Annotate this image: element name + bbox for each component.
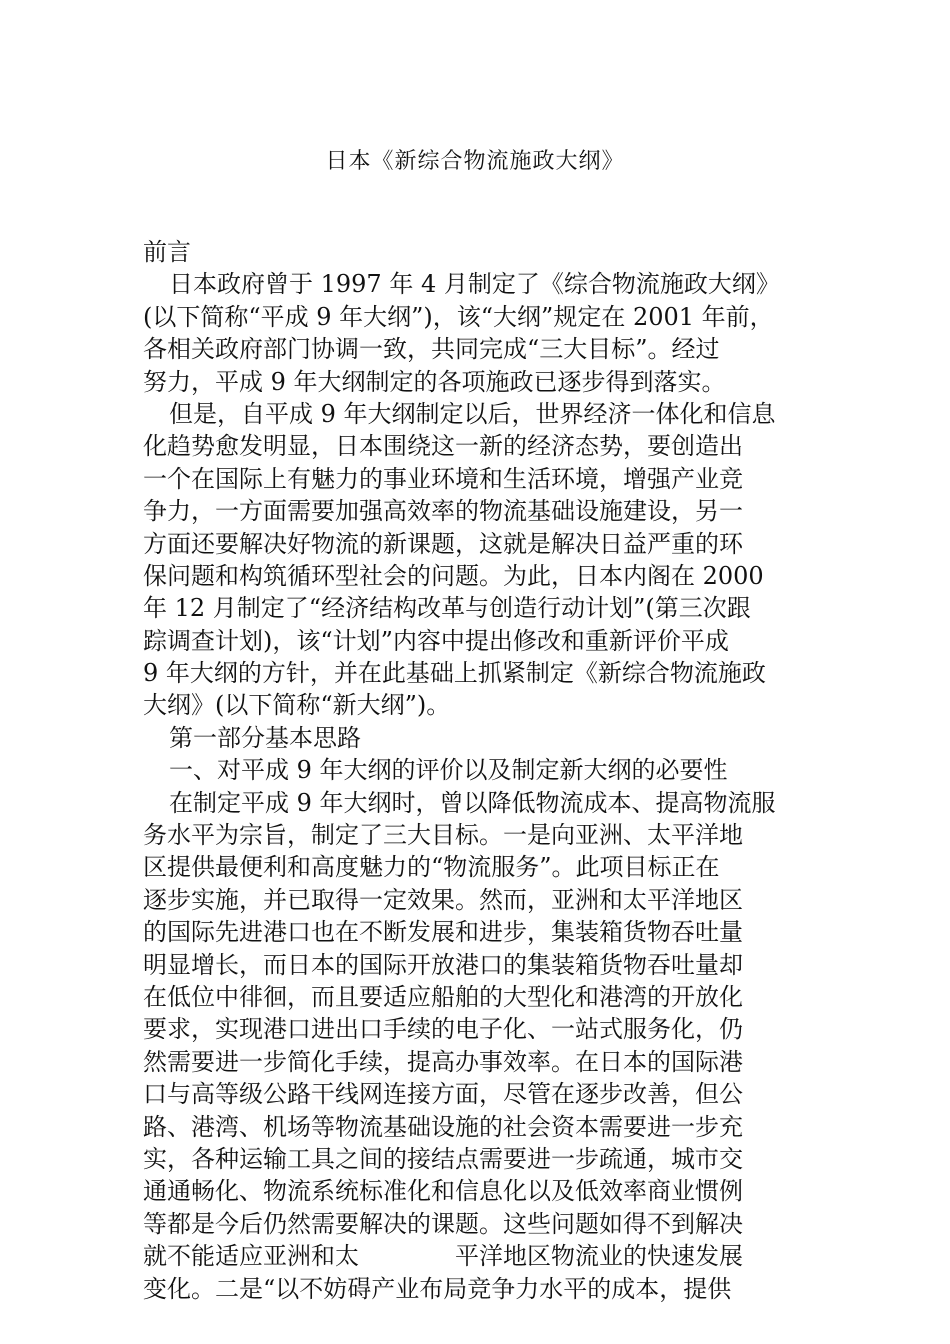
document-body — [143, 236, 811, 1305]
paragraph-line: 一个在国际上有魅力的事业环境和生活环境，增强产业竞 — [143, 464, 743, 493]
document-title: 日本《新综合物流施政大纲》 — [325, 149, 625, 174]
paragraph-line: 的国际先进港口也在不断发展和进步，集装箱货物吞吐量 — [143, 918, 743, 947]
paragraph-line: 化趋势愈发明显，日本围绕这一新的经济态势，要创造出 — [143, 432, 743, 461]
section-heading-preface: 前言 — [143, 238, 191, 266]
paragraph-line: 日本政府曾于 1997 年 4 月制定了《综合物流施政大纲》 — [169, 270, 780, 299]
paragraph-line: 踪调查计划)，该“计划”内容中提出修改和重新评价平成 — [143, 626, 729, 655]
paragraph-line: 务水平为宗旨，制定了三大目标。一是向亚洲、太平洋地 — [143, 821, 743, 850]
paragraph-line: 9 年大纲的方针，并在此基础上抓紧制定《新综合物流施政 — [143, 659, 766, 688]
paragraph-line: 争力，一方面需要加强高效率的物流基础设施建设，另一 — [143, 497, 743, 526]
paragraph-line: 口与高等级公路干线网连接方面，尽管在逐步改善，但公 — [143, 1080, 743, 1109]
paragraph-line: 变化。二是“以不妨碍产业布局竞争力水平的成本，提供 — [143, 1274, 732, 1303]
paragraph-line-part: 就不能适应亚洲和太 — [143, 1242, 359, 1271]
paragraph-line: 在制定平成 9 年大纲时，曾以降低物流成本、提高物流服 — [169, 788, 776, 817]
paragraph-line: 在低位中徘徊，而且要适应船舶的大型化和港湾的开放化 — [143, 982, 743, 1011]
paragraph-line-split — [143, 1240, 811, 1272]
paragraph-line: 方面还要解决好物流的新课题，这就是解决日益严重的环 — [143, 529, 743, 558]
paragraph-line: 通通畅化、物流系统标准化和信息化以及低效率商业惯例 — [143, 1177, 743, 1206]
paragraph-line: 逐步实施，并已取得一定效果。然而，亚洲和太平洋地区 — [143, 885, 743, 914]
paragraph-line: 实，各种运输工具之间的接结点需要进一步疏通，城市交 — [143, 1144, 743, 1173]
paragraph-line: 明显增长，而日本的国际开放港口的集装箱货物吞吐量却 — [143, 950, 743, 979]
paragraph-line: 要求，实现港口进出口手续的电子化、一站式服务化，仍 — [143, 1015, 743, 1044]
paragraph-line: 区提供最便利和高度魅力的“物流服务”。此项目标正在 — [143, 853, 720, 882]
paragraph-line: 保问题和构筑循环型社会的问题。为此，日本内阁在 2000 — [143, 561, 764, 590]
paragraph-line-part: 平洋地区物流业的快速发展 — [455, 1242, 743, 1271]
section-heading: 一、对平成 9 年大纲的评价以及制定新大纲的必要性 — [169, 756, 728, 785]
paragraph-line: 年 12 月制定了“经济结构改革与创造行动计划”(第三次跟 — [143, 594, 751, 623]
paragraph-line: 然需要进一步简化手续，提高办事效率。在日本的国际港 — [143, 1047, 743, 1076]
paragraph-line: 路、港湾、机场等物流基础设施的社会资本需要进一步充 — [143, 1112, 743, 1141]
paragraph-line: 等都是今后仍然需要解决的课题。这些问题如得不到解决 — [143, 1209, 743, 1238]
paragraph-line: 但是，自平成 9 年大纲制定以后，世界经济一体化和信息 — [169, 399, 776, 428]
paragraph-line: (以下简称“平成 9 年大纲”)，该“大纲”规定在 2001 年前， — [143, 302, 774, 331]
part-heading: 第一部分基本思路 — [169, 723, 361, 752]
paragraph-line: 各相关政府部门协调一致，共同完成“三大目标”。经过 — [143, 335, 720, 364]
paragraph-line: 大纲》(以下简称“新大纲”)。 — [143, 691, 451, 720]
paragraph-line: 努力，平成 9 年大纲制定的各项施政已逐步得到落实。 — [143, 367, 726, 396]
